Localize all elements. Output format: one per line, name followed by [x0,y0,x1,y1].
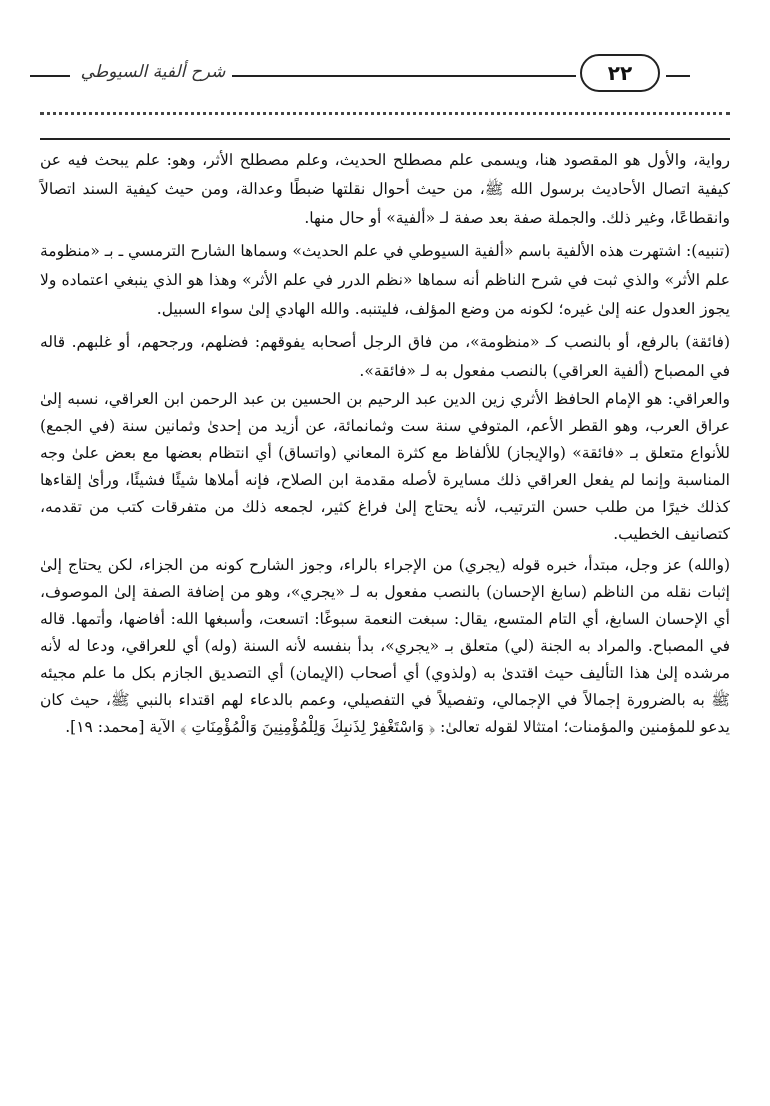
solid-divider [40,138,730,140]
paragraph-wallah: (والله) عز وجل، مبتدأ، خبره قوله (يجري) من الإجراء بالراء، وجوز الشارح كونه من الجزاء، لكن يحتاج إلىٰ إثبات نقله من الناظم (سابغ الإحسان) بالنصب مفعول به لـ «يجري»، وهو من إضافة الصفة إلىٰ الموصوف، أي الإحسان السابغ، أي التام المتسع، يقال: سبغت النعمة سبوغًا: اتسعت، وأسبغها الله: أفاضها، وأتمها. قاله في المصباح. والمراد به الجنة (لي) متعلق بـ «يجري»، بدأ بنفسه لأنه السنة (وله) أي للعراقي، ودعا له لأنه مرشده إلىٰ هذا التأليف حيث اقتدىٰ به (ولذوي) أي أصحاب (الإيمان) أي التصديق الجازم بكل ما علم مجيئه ﷺ به بالضرورة إجمالاً في الإجمالي، وتفصيلاً في التفصيلي، وعمم بالدعاء لهم اقتداء بالنبي ﷺ، حيث كان يدعو للمؤمنين والمؤمنات؛ امتثالا لقوله تعالىٰ: ﴿ وَاسْتَغْفِرْ لِذَنبِكَ وَلِلْمُؤْمِنِينَ وَالْمُؤْمِنَاتِ ﴾ الآية [محمد: ١٩]. [40,556,730,736]
body-text [40,146,730,741]
page-number: ٢٢ [580,54,660,92]
header-rule-left [30,75,70,77]
header-rule-middle [232,75,576,77]
book-title: شرح ألفية السيوطي [80,62,226,82]
paragraph-faiqa: (فائقة) بالرفع، أو بالنصب كـ «منظومة»، من فاق الرجل أصحابه يفوقهم: فضلهم، ورجحهم، أو غلبهم. قاله في المصباح (ألفية العراقي) بالنصب مفعول به لـ «فائقة». [40,333,730,380]
paragraph-definition: رواية، والأول هو المقصود هنا، ويسمى علم مصطلح الحديث، وعلم مصطلح الأثر، وهو: علم يبحث فيه عن كيفية اتصال الأحاديث برسول الله ﷺ، من حيث أحوال نقلتها ضبطًا وعدالة، ومن حيث كيفية السند اتصالاً وانقطاعًا، وغير ذلك. والجملة صفة بعد صفة لـ «ألفية» أو حال منها. [40,151,730,227]
page-header [0,50,770,100]
header-rule-right [666,75,690,77]
paragraph-iraqi: والعراقي: هو الإمام الحافظ الأثري زين الدين عبد الرحيم بن الحسين بن عبد الرحمن ابن العراقي، نسبه إلىٰ عراق العرب، وهو القطر الأعم، المتوفي سنة ست وثمانمائة، عن أزيد من إحدىٰ وثمانين سنة (في الجمع) للأنواع متعلق بـ «فائقة» (والإيجاز) للألفاظ مع كثرة المعاني (واتساق) أي انتظام بعضها مع بعض علىٰ وجه المناسبة وإنما لم يفعل العراقي ذلك مسايرة لأصله مقدمة ابن الصلاح، فإنه أملاها شيئًا فشيئًا، ورأىٰ إلقاءها كذلك خيرًا من طلب حسن الترتيب، لأنه يحتاج إلىٰ فراغ كثير، لجمعه ذلك من متفرقات كتب من تقدمه، كتصانيف الخطيب. [40,390,730,543]
paragraph-note: (تنبيه): اشتهرت هذه الألفية باسم «ألفية السيوطي في علم الحديث» وسماها الشارح الترمسي ـ بـ «منظومة علم الأثر» والذي ثبت في شرح الناظم أنه سماها «نظم الدرر في علم الأثر» وهذا هو الذي ينبغي اعتماده ولا يجوز العدول عنه إلىٰ غيره؛ لكونه من وضع المؤلف، فليتنبه. والله الهادي إلىٰ سواء السبيل. [40,242,730,318]
dotted-divider [40,112,730,129]
